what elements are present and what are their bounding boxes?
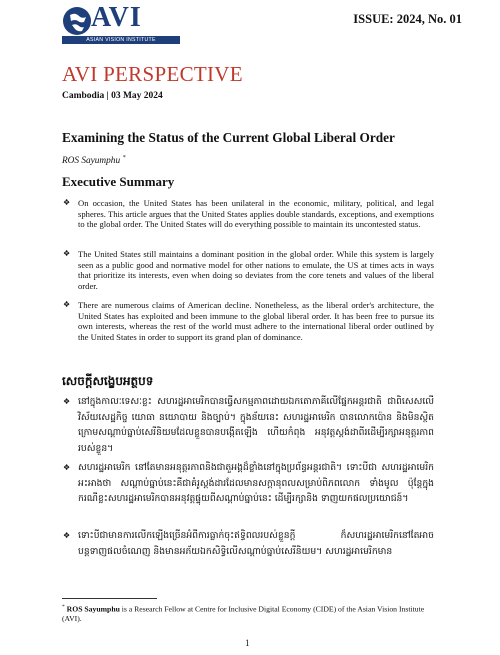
diamond-bullet-icon: ❖ [63,397,71,406]
publication-title: AVI PERSPECTIVE [62,62,243,86]
avi-logo [62,2,182,44]
footnote-divider [62,598,157,599]
footnote-name: ROS Sayumphu [66,604,120,614]
author-name: ROS Sayumphu [62,156,121,167]
summary-bullet [63,249,434,291]
summary-bullet [63,198,434,230]
khmer-bullet-text: ទោះបីជាមានការលើកឡើងច្រើនអំពីការធ្លាក់ចុះឥទ្ធិពលរបស់ខ្លួនក្តី ក៏សហរដ្ឋអាមេរិកនៅតែអាច បន្តទាញផលចំណេញ និងមានអភ័យឯកសិទ្ធិលើសណ្តាប់ធ្នាប់សេរីនិយម។ សហរដ្ឋអាមេរិកមាន [78,530,434,557]
summary-heading: Executive Summary [62,174,175,189]
bullet-text: The United States still maintains a dominant position in the global order. While this system is largely seen as a public good and normative model for other nations to emulate, the US at times acts in ways that prioritize its interests, even when doing so deviates from the core tenets and values of the liberal order. [78,249,434,291]
dateline: Cambodia | 03 May 2024 [62,91,163,101]
author-line [62,155,125,166]
article-title: Examining the Status of the Current Global Liberal Order [62,130,395,145]
khmer-bullet-text: នៅក្នុងកាលៈទេសៈខ្លះ សហរដ្ឋអាមេរិកបានធ្វើសកម្មភាពដោយឯកតោភាគីលើផ្នែកអន្តរជាតិ ជាពិសេសលើវិស័យសេដ្ឋកិច្ច យោធា នយោបាយ និងច្បាប់។ ក្នុងន័យនេះ សហរដ្ឋអាមេរិក បានលោកប៉ោន និងមិនស្ថិតក្រោមសណ្តាប់ធ្នាប់សេរីនិយមដែលខ្លួនបានបង្កើតឡើង ហើយកំពុង អនុវត្តស្តង់ដាពីរដើម្បីរក្សាអនុត្តរភាពរបស់ខ្លួន។ [78,396,434,454]
author-footnote-mark: * [122,155,126,161]
footnote-mark: * [62,604,65,610]
footnote [62,603,442,624]
diamond-bullet-icon: ❖ [63,300,71,309]
bullet-text: There are numerous claims of American decline. Nonetheless, as the liberal order's architecture, the United States has exploited and been immune to the global liberal order. It has been free to pursue its own interests, whereas the rest of the world must adhere to the international liberal order outlined by the United States in order to support its grand plan of dominance. [78,300,434,342]
diamond-bullet-icon: ❖ [63,249,71,258]
diamond-bullet-icon: ❖ [63,531,71,540]
khmer-bullet [63,460,434,507]
khmer-bullet-text: សហរដ្ឋអាមេរិក នៅតែមានអនុត្តរភាពនិងជាតួអង្គដ៏ខ្លាំងនៅក្នុងប្រព័ន្ធអន្តរជាតិ។ ទោះបីជា សហរដ្ឋអាមេរិកអះអាងថា សណ្តាប់ធ្នាប់នេះគឺជាគំរូស្តង់ដារដែលមានសក្តានុពលសម្រាប់ពិភពលោក ទាំងមូល ប៉ុន្តែក្នុងករណីខ្លះសហរដ្ឋអាមេរិកបានអនុវត្តផ្ទុយពីសណ្តាប់ធ្នាប់នេះ ដើម្បីរក្សានិង ទាញយកផលប្រយោជន៍។ [78,462,434,504]
issue-number: ISSUE: 2024, No. 01 [353,12,462,26]
logo-wordmark: AVI [91,2,142,33]
khmer-bullet [63,394,434,456]
diamond-bullet-icon: ❖ [63,463,71,472]
bullet-text: On occasion, the United States has been unilateral in the economic, military, political, and legal spheres. This article argues that the United States applies double standards, exceptions, and exemptions to the global order. The United States will do everything possible to maintain its uncontested status. [78,198,434,230]
page-number: 1 [245,638,250,648]
globe-icon [62,6,92,36]
logo-subtitle: ASIAN VISION INSTITUTE [62,36,180,44]
khmer-bullet [63,528,434,559]
summary-bullet [63,300,434,342]
footnote-text: is a Research Fellow at Centre for Inclusive Digital Economy (CIDE) of the Asian Vision Institute (AVI). [62,604,425,624]
diamond-bullet-icon: ❖ [63,198,71,207]
khmer-summary-heading: សេចក្តីសង្ខេបអត្ថបទ [62,374,154,388]
